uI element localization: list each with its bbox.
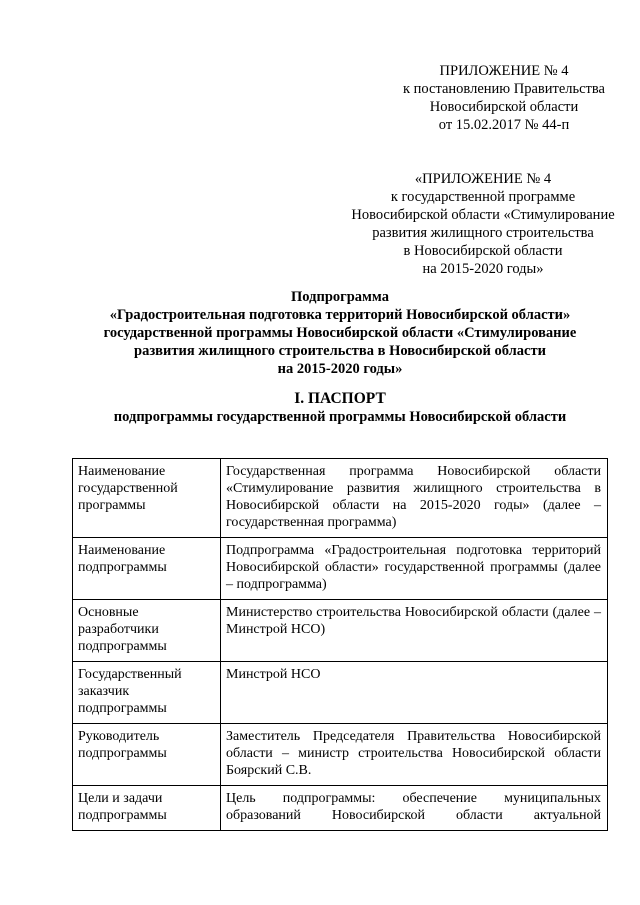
table-row [73,538,608,600]
subprogram-title-line-1: Подпрограмма [291,289,389,305]
row-value: Подпрограмма «Градостроительная подготовка территорий Новосибирской области» государственной программы (далее – подпрограмма) [221,538,608,600]
passport-table [72,458,608,831]
decree-appendix-to: к постановлению Правительства [403,81,605,97]
table-row [73,786,608,831]
decree-appendix-region: Новосибирской области [429,99,579,115]
decree-appendix-date: от 15.02.2017 № 44-п [438,117,570,133]
table-row [73,600,608,662]
row-label: Государственный заказчик подпрограммы [73,662,221,724]
program-appendix-name-1: Новосибирской области «Стимулирование [351,207,615,223]
row-label: Цели и задачи подпрограммы [73,786,221,831]
decree-appendix-header [360,62,640,134]
row-value: Минстрой НСО [221,662,608,724]
subprogram-title-line-4: развития жилищного строительства в Новосибирской области [134,343,546,359]
subprogram-title [40,288,640,378]
row-label: Наименование государственной программы [73,459,221,538]
row-value: Министерство строительства Новосибирской области (далее – Минстрой НСО) [221,600,608,662]
passport-heading: I. ПАСПОРТ [294,390,386,407]
program-appendix-years: на 2015-2020 годы» [422,261,544,277]
table-row [73,662,608,724]
passport-subheading: подпрограммы государственной программы Новосибирской области [113,409,567,425]
row-value-text: Цель подпрограммы: обеспечение муниципальных образований Новосибирской области актуальной [226,791,601,823]
subprogram-title-line-2: «Градостроительная подготовка территорий Новосибирской области» [109,307,571,323]
row-value [221,786,608,831]
program-appendix-name-2: развития жилищного строительства [372,225,594,241]
row-value: Заместитель Председателя Правительства Новосибирской области – министр строительства Новосибирской области Боярский С.В. [221,724,608,786]
program-appendix-name-3: в Новосибирской области [403,243,563,259]
row-label: Руководитель подпрограммы [73,724,221,786]
subprogram-title-line-5: на 2015-2020 годы» [277,361,403,377]
table-row [73,459,608,538]
row-label: Основные разработчики подпрограммы [73,600,221,662]
decree-appendix-number: ПРИЛОЖЕНИЕ № 4 [439,63,569,79]
table-row [73,724,608,786]
program-appendix-number: «ПРИЛОЖЕНИЕ № 4 [414,171,552,187]
row-value: Государственная программа Новосибирской области «Стимулирование развития жилищного строительства в Новосибирской области на 2015-2020 годы» (далее – государственная программа) [221,459,608,538]
row-label: Наименование подпрограммы [73,538,221,600]
program-appendix-to: к государственной программе [390,189,576,205]
subprogram-title-line-3: государственной программы Новосибирской области «Стимулирование [103,325,577,341]
passport-heading-block [40,390,640,426]
program-appendix-header [318,170,640,278]
